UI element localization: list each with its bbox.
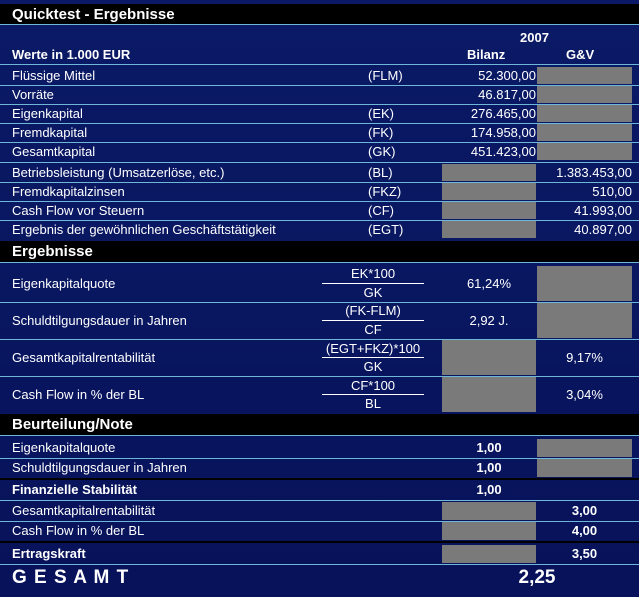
column-guv: G&V	[566, 47, 595, 62]
guv-value: 3,04%	[566, 387, 603, 402]
year-label: 2007	[520, 30, 549, 45]
row-label: Fremdkapitalzinsen	[12, 184, 125, 199]
bilanz-value: 52.300,00	[478, 68, 536, 83]
row-label: Flüssige Mittel	[12, 68, 96, 83]
divider	[0, 521, 639, 522]
row-code: (CF)	[368, 203, 394, 218]
empty-cell	[442, 183, 536, 200]
section-header-bar	[0, 241, 639, 262]
row-label: Betriebsleistung (Umsatzerlöse, etc.)	[12, 165, 225, 180]
rating-label: Schuldtilgungsdauer in Jahren	[12, 460, 187, 475]
formula-numerator: (EGT+FKZ)*100	[325, 341, 421, 356]
empty-cell	[442, 377, 536, 412]
divider	[0, 435, 639, 436]
divider	[0, 182, 639, 183]
empty-cell	[442, 340, 536, 375]
divider	[0, 201, 639, 202]
empty-cell	[537, 67, 632, 84]
empty-cell	[537, 143, 632, 160]
row-label: Fremdkapital	[12, 125, 88, 140]
bilanz-value: 451.423,00	[470, 144, 536, 159]
formula-denominator: GK	[363, 285, 383, 300]
row-code: (EK)	[368, 106, 394, 121]
row-label: Gesamtkapital	[12, 144, 96, 159]
divider	[0, 262, 639, 263]
empty-cell	[442, 164, 536, 181]
result-label: Cash Flow in % der BL	[12, 387, 145, 402]
rating-label: Gesamtkapitalrentabilität	[12, 503, 156, 518]
empty-cell	[442, 545, 536, 563]
empty-cell	[537, 86, 632, 103]
results-header: Ergebnisse	[12, 243, 93, 260]
formula-denominator: CF	[364, 322, 382, 337]
bilanz-grade: 1,00	[476, 482, 502, 497]
bilanz-grade: 1,00	[476, 460, 502, 475]
row-code: (FKZ)	[368, 184, 402, 199]
result-label: Schuldtilgungsdauer in Jahren	[12, 313, 187, 328]
divider	[0, 162, 639, 163]
guv-value: 41.993,00	[574, 203, 632, 218]
row-label: Eigenkapital	[12, 106, 83, 121]
guv-grade: 3,50	[571, 546, 598, 561]
divider	[0, 24, 639, 25]
divider	[0, 220, 639, 221]
formula-numerator: EK*100	[350, 266, 396, 281]
result-label: Eigenkapitalquote	[12, 276, 116, 291]
divider	[0, 339, 639, 340]
formula-numerator: (FK-FLM)	[345, 303, 401, 318]
rating-label: Cash Flow in % der BL	[12, 523, 145, 538]
bilanz-value: 2,92 J.	[469, 313, 509, 328]
bilanz-value: 276.465,00	[470, 106, 536, 121]
rating-label: Ertragskraft	[12, 546, 86, 561]
empty-cell	[442, 221, 536, 238]
fraction-line	[322, 357, 424, 358]
divider	[0, 500, 639, 501]
row-code: (FLM)	[368, 68, 403, 83]
fraction-line	[322, 283, 424, 284]
bilanz-grade: 1,00	[476, 440, 502, 455]
guv-grade: 4,00	[571, 523, 598, 538]
empty-cell	[537, 439, 632, 457]
bilanz-value: 174.958,00	[470, 125, 536, 140]
guv-grade: 3,00	[571, 503, 598, 518]
empty-cell	[442, 202, 536, 219]
divider	[0, 478, 639, 480]
divider	[0, 376, 639, 377]
column-bilanz: Bilanz	[467, 47, 506, 62]
fraction-line	[322, 320, 424, 321]
rating-label: Eigenkapitalquote	[12, 440, 116, 455]
empty-cell	[442, 502, 536, 520]
row-code: (FK)	[368, 125, 394, 140]
empty-cell	[442, 522, 536, 540]
empty-cell	[537, 459, 632, 477]
formula-denominator: BL	[365, 396, 381, 411]
rating-header: Beurteilung/Note	[12, 416, 133, 433]
guv-value: 9,17%	[566, 350, 603, 365]
formula-denominator: GK	[363, 359, 383, 374]
guv-value: 1.383.453,00	[556, 165, 632, 180]
divider	[0, 64, 639, 65]
empty-cell	[537, 105, 632, 122]
units-label: Werte in 1.000 EUR	[12, 47, 131, 62]
divider	[0, 541, 639, 543]
row-code: (GK)	[368, 144, 396, 159]
guv-value: 510,00	[592, 184, 632, 199]
page-title: Quicktest - Ergebnisse	[12, 6, 175, 23]
fraction-line	[322, 394, 424, 395]
total-label: G E S A M T	[12, 567, 130, 588]
row-label: Ergebnis der gewöhnlichen Geschäftstätigkeit	[12, 222, 276, 237]
row-label: Vorräte	[12, 87, 54, 102]
total-value: 2,25	[518, 567, 556, 588]
row-code: (EGT)	[368, 222, 404, 237]
formula-numerator: CF*100	[350, 378, 396, 393]
result-label: Gesamtkapitalrentabilität	[12, 350, 156, 365]
guv-value: 40.897,00	[574, 222, 632, 237]
bilanz-value: 61,24%	[466, 276, 512, 291]
rating-label: Finanzielle Stabilität	[12, 482, 137, 497]
bilanz-value: 46.817,00	[478, 87, 536, 102]
empty-cell	[537, 303, 632, 338]
row-label: Cash Flow vor Steuern	[12, 203, 145, 218]
empty-cell	[537, 266, 632, 301]
row-code: (BL)	[368, 165, 393, 180]
empty-cell	[537, 124, 632, 141]
divider	[0, 564, 639, 565]
